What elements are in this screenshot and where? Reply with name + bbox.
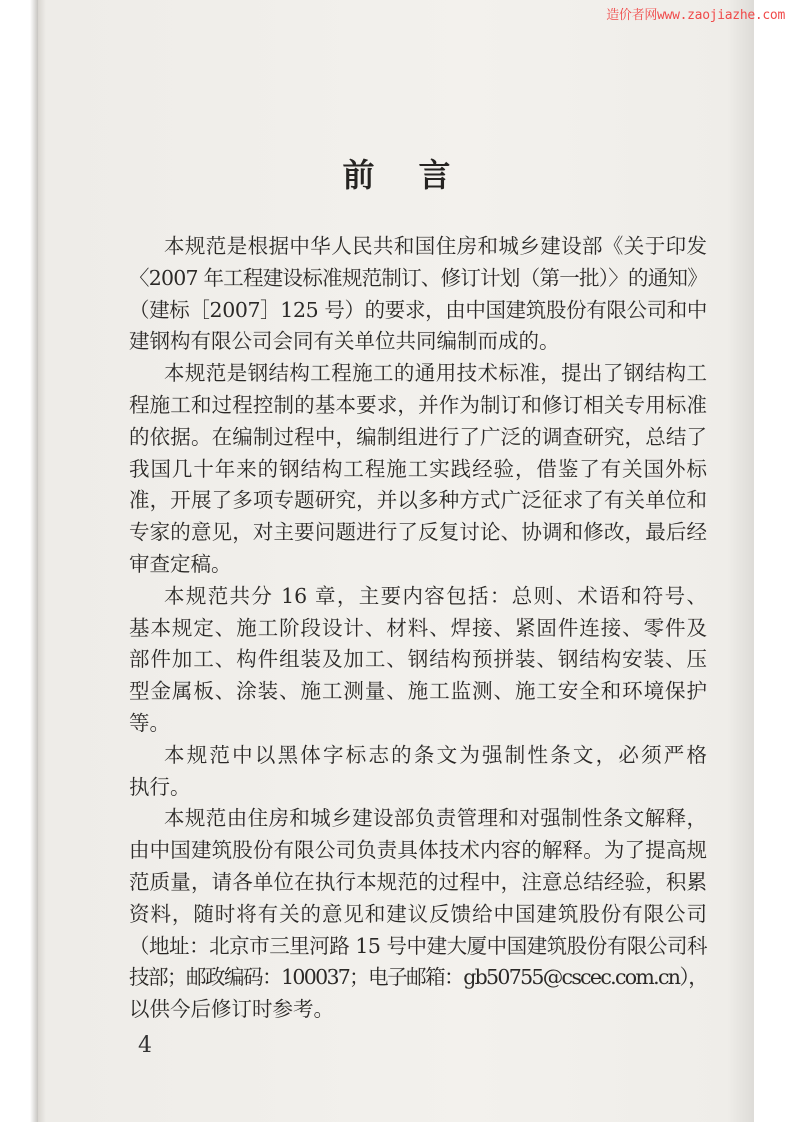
text-line: 〈2007 年工程建设标准规范制订、修订计划（第一批）〉的通知》 — [129, 265, 707, 290]
text-line: 等。 — [129, 710, 170, 735]
page-number: 4 — [138, 1033, 152, 1058]
text-line: 本规范中以黑体字标志的条文为强制性条文，必须严格 — [164, 742, 707, 767]
text-line: 本规范是钢结构工程施工的通用技术标准，提出了钢结构工 — [164, 361, 707, 386]
text-line: 技部；邮政编码：100037；电子邮箱：gb50755@cscec.com.cn）， — [129, 965, 707, 990]
text-line: 型金属板、涂装、施工测量、施工监测、施工安全和环境保护 — [129, 679, 707, 704]
text-line: 我国几十年来的钢结构工程施工实践经验，借鉴了有关国外标 — [129, 456, 707, 481]
paragraph — [129, 740, 707, 804]
text-line: 程施工和过程控制的基本要求，并作为制订和修订相关专用标准 — [129, 392, 707, 417]
text-line: 执行。 — [129, 774, 191, 799]
text-line: 的依据。在编制过程中，编制组进行了广泛的调查研究，总结了 — [129, 424, 707, 449]
text-line: 审查定稿。 — [129, 551, 232, 576]
text-line: 以供今后修订时参考。 — [129, 997, 334, 1022]
text-line: 基本规定、施工阶段设计、材料、焊接、紧固件连接、零件及 — [129, 615, 707, 640]
paragraph — [129, 803, 707, 1026]
text-line: （地址：北京市三里河路 15 号中建大厦中国建筑股份有限公司科 — [129, 933, 707, 958]
text-line: 建钢构有限公司会同有关单位共同编制而成的。 — [129, 329, 560, 354]
paragraph — [129, 358, 707, 581]
text-line: 部件加工、构件组装及加工、钢结构预拼装、钢结构安装、压 — [129, 647, 707, 672]
preface-body — [129, 231, 707, 1026]
title-char: 前 — [342, 156, 375, 194]
text-line: 本规范由住房和城乡建设部负责管理和对强制性条文解释， — [164, 806, 707, 831]
text-line: 本规范共分 16 章，主要内容包括：总则、术语和符号、 — [164, 583, 707, 608]
text-line: 本规范是根据中华人民共和国住房和城乡建设部《关于印发 — [164, 234, 707, 258]
text-line: 范质量，请各单位在执行本规范的过程中，注意总结经验，积累 — [129, 869, 707, 894]
page-title — [0, 150, 793, 196]
text-line: 资料，随时将有关的意见和建议反馈给中国建筑股份有限公司 — [129, 901, 707, 926]
watermark: 造价者网www.zaojiazhe.com — [606, 8, 785, 23]
text-line: 准，开展了多项专题研究，并以多种方式广泛征求了有关单位和 — [129, 488, 707, 513]
title-char: 言 — [418, 156, 451, 194]
text-line: 由中国建筑股份有限公司负责具体技术内容的解释。为了提高规 — [129, 838, 707, 863]
paragraph — [129, 231, 707, 358]
text-line: （建标［2007］125 号）的要求，由中国建筑股份有限公司和中 — [129, 297, 707, 322]
text-line: 专家的意见，对主要问题进行了反复讨论、协调和修改，最后经 — [129, 520, 707, 545]
paragraph — [129, 581, 707, 740]
